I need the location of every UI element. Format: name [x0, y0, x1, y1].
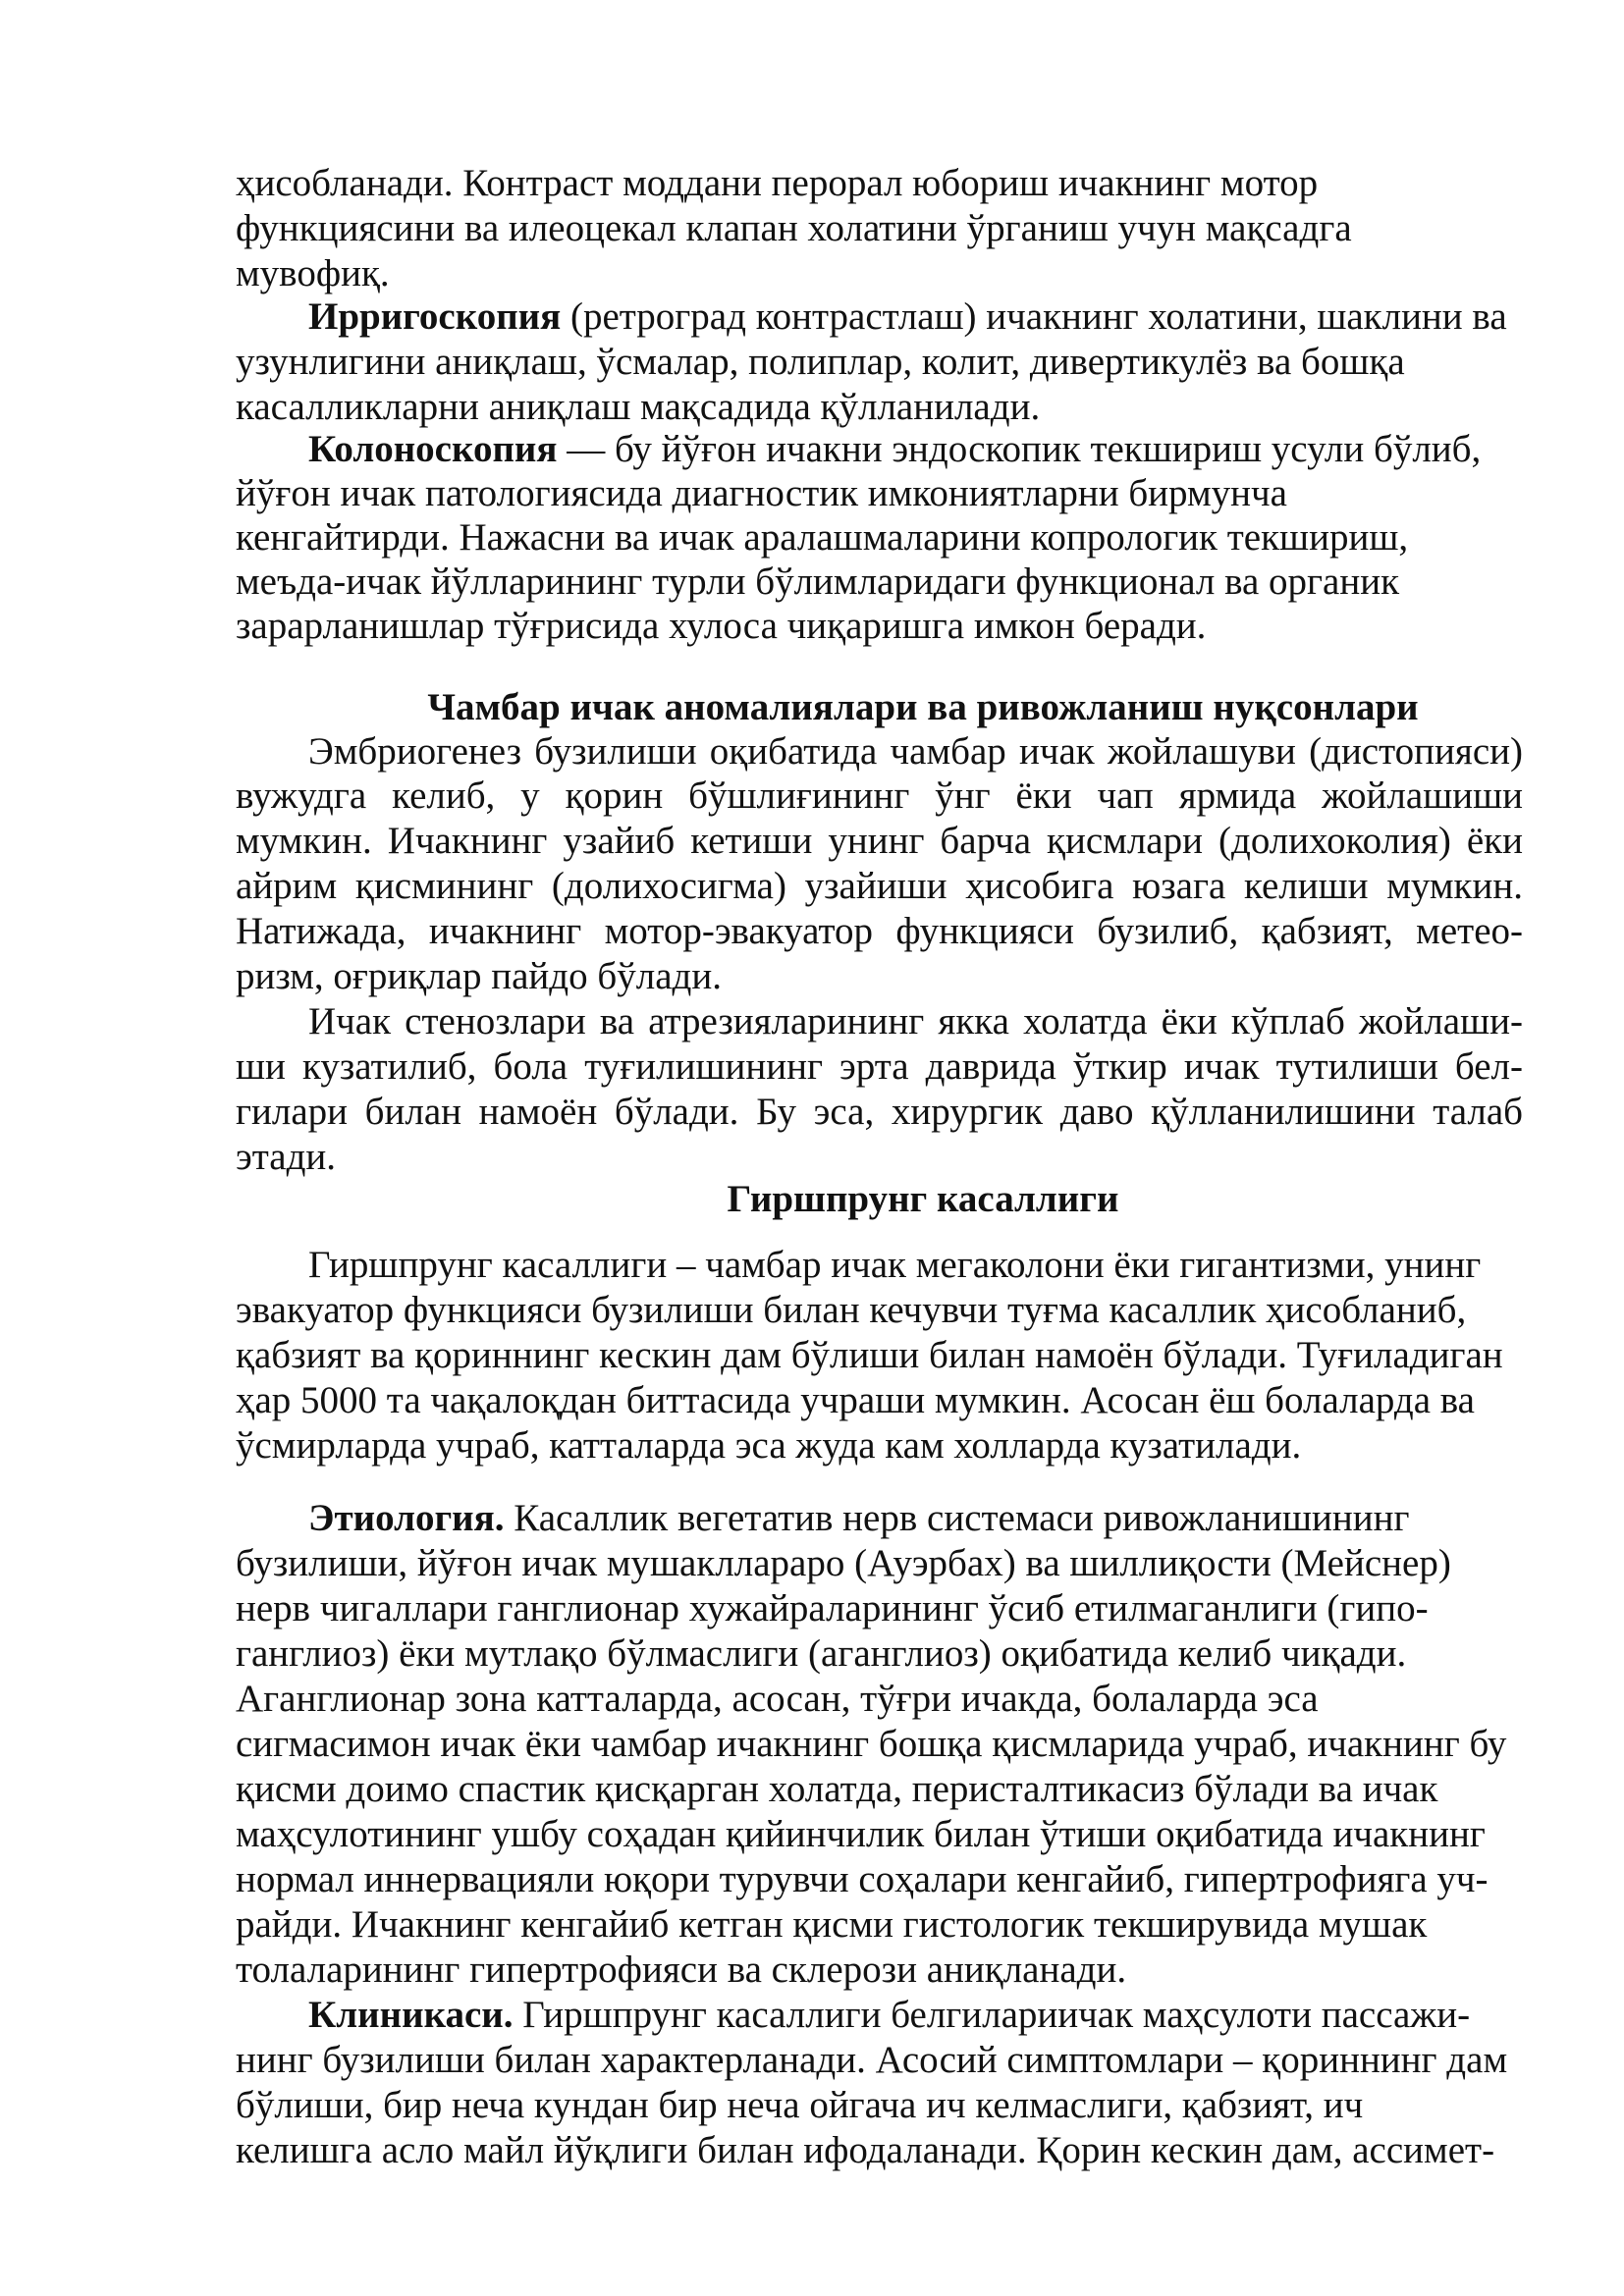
text-line: нормал иннервацияли юқори турувчи соҳалари кенгайиб, гипертрофияга уч- [236, 1858, 1489, 1900]
text-line-etiology [308, 1496, 1410, 1541]
text-span: — бу йўғон ичакни эндоскопик текшириш усули бўлиб, [567, 428, 1482, 470]
text-line-irrigoscopy [308, 294, 1507, 340]
text-line: Натижада, ичакнинг мотор-эвакуатор функцияси бузилиб, қабзият, метео- [236, 910, 1523, 952]
text-line: қабзият ва қориннинг кескин дам бўлиши билан намоён бўлади. Туғиладиган [236, 1334, 1503, 1376]
text-line: эвакуатор функцияси бузилиши билан кечувчи туғма касаллик ҳисобланиб, [236, 1289, 1467, 1331]
text-line: бузилиши, йўғон ичак мушакллараро (Ауэрбах) ва шиллиқости (Мейснер) [236, 1542, 1451, 1584]
section-heading-hirschsprung: Гиршпрунг касаллиги [727, 1178, 1119, 1220]
text-line: Гиршпрунг касаллиги – чамбар ичак мегаколони ёки гигантизми, унинг [308, 1244, 1482, 1286]
text-line: Эмбриогенез бузилиши оқибатида чамбар ичак жойлашуви (дистопияси) [308, 730, 1523, 773]
text-line: сигмасимон ичак ёки чамбар ичакнинг бошқа қисмларида учраб, ичакнинг бу [236, 1723, 1507, 1765]
bold-term-etiology: Этиология. [308, 1497, 505, 1539]
text-span: (ретроград контрастлаш) ичакнинг холатини, шаклини ва [569, 295, 1507, 338]
text-line: этади. [236, 1136, 337, 1178]
text-line: мувофиқ. [236, 252, 390, 294]
text-line: бўлиши, бир неча кундан бир неча ойгача ич келмаслиги, қабзият, ич [236, 2084, 1364, 2126]
text-line: функциясини ва илеоцекал клапан холатини ўрганиш учун мақсадга [236, 207, 1352, 249]
text-line: толаларининг гипертрофияси ва склерози аниқланади. [236, 1949, 1127, 1991]
section-heading-anomalies: Чамбар ичак аномалиялари ва ривожланиш нуқсонлари [427, 686, 1419, 728]
text-line: нинг бузилиши билан характерланади. Асосий симптомлари – қориннинг дам [236, 2039, 1508, 2081]
text-line: нерв чигаллари ганглионар хужайраларининг ўсиб етилмаганлиги (гипо- [236, 1587, 1429, 1629]
text-line: қисми доимо спастик қисқарган холатда, перисталтикасиз бўлади ва ичак [236, 1768, 1438, 1810]
text-line: мумкин. Ичакнинг узайиб кетиши унинг барча қисмлари (долихоколия) ёки [236, 820, 1523, 862]
text-line: узунлигини аниқлаш, ўсмалар, полиплар, колит, дивертикулёз ва бошқа [236, 341, 1405, 383]
text-line: гилари билан намоён бўлади. Бу эса, хирургик даво қўлланилишини талаб [236, 1091, 1523, 1133]
text-line: ҳар 5000 та чақалоқдан биттасида учраши мумкин. Асосан ёш болаларда ва [236, 1379, 1475, 1421]
text-line: ҳисобланади. Контраст моддани перорал юбориш ичакнинг мотор [236, 162, 1319, 204]
text-line: келишга асло майл йўқлиги билан ифодаланади. Қорин кескин дам, ассимет- [236, 2129, 1495, 2171]
bold-term-clinic: Клиникаси. [308, 1994, 514, 2036]
text-line: кенгайтирди. Нажасни ва ичак аралашмаларини копрологик текшириш, [236, 516, 1409, 559]
bold-term-irrigoscopy: Ирригоскопия [308, 295, 562, 338]
text-span: Касаллик вегетатив нерв системаси ривожланишининг [514, 1497, 1410, 1539]
text-line: ши кузатилиб, бола туғилишининг эрта даврида ўткир ичак тутилиши бел- [236, 1045, 1523, 1088]
text-line: ганглиоз) ёки мутлақо бўлмаслиги (аганглиоз) оқибатида келиб чиқади. [236, 1632, 1407, 1675]
text-line: Аганглионар зона катталарда, асосан, тўғри ичакда, болаларда эса [236, 1678, 1319, 1720]
text-line-colonoscopy [308, 427, 1481, 472]
text-line: айрим қисмининг (долихосигма) узайиши ҳисобига юзага келиши мумкин. [236, 865, 1523, 907]
text-line: ўсмирларда учраб, катталарда эса жуда кам холларда кузатилади. [236, 1424, 1302, 1467]
text-line: маҳсулотининг ушбу соҳадан қийинчилик билан ўтиши оқибатида ичакнинг [236, 1813, 1486, 1855]
text-line: райди. Ичакнинг кенгайиб кетган қисми гистологик текширувида мушак [236, 1903, 1428, 1946]
text-line-clinic [308, 1993, 1470, 2038]
text-line: Ичак стенозлари ва атрезияларининг якка холатда ёки кўплаб жойлаши- [308, 1000, 1523, 1042]
text-line: касалликларни аниқлаш мақсадида қўлланилади. [236, 386, 1041, 428]
bold-term-colonoscopy: Колоноскопия [308, 428, 558, 470]
text-line: меъда-ичак йўлларининг турли бўлимларидаги функционал ва органик [236, 561, 1400, 603]
text-line: ризм, оғриқлар пайдо бўлади. [236, 955, 722, 997]
text-span: Гиршпрунг касаллиги белгилариичак маҳсулоти пассажи- [522, 1994, 1471, 2036]
text-line: зарарланишлар тўғрисида хулоса чиқаришга имкон беради. [236, 605, 1207, 647]
text-line: вужудга келиб, у қорин бўшлиғининг ўнг ёки чап ярмида жойлашиши [236, 774, 1523, 817]
text-line: йўғон ичак патологиясида диагностик имкониятларни бирмунча [236, 472, 1287, 514]
